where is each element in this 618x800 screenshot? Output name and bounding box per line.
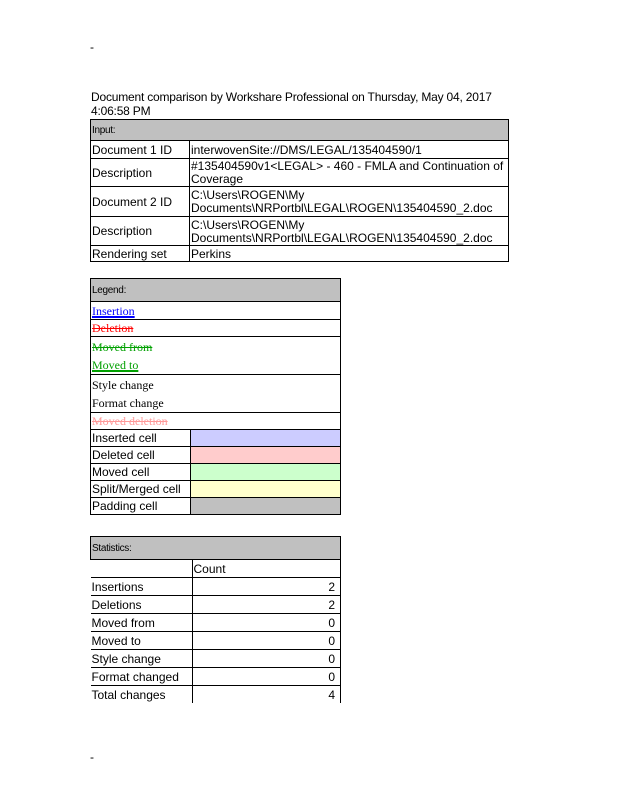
statistics-label: Insertions: [91, 578, 193, 596]
legend-cell-label: Inserted cell: [91, 430, 191, 447]
legend-insertion: Insertion: [91, 302, 341, 320]
statistics-title: Statistics:: [91, 537, 341, 560]
input-value: #135404590v1<LEGAL> - 460 - FMLA and Continuation of Coverage: [190, 159, 509, 187]
input-table: [90, 119, 509, 262]
statistics-label: Moved from: [91, 614, 193, 632]
input-key: Rendering set: [91, 246, 190, 262]
statistics-count: 0: [192, 668, 341, 686]
bottom-mark: -: [90, 750, 94, 764]
input-value: interwovenSite://DMS/LEGAL/135404590/1: [190, 141, 509, 159]
input-title: Input:: [91, 120, 509, 141]
statistics-corner: [91, 560, 193, 578]
statistics-label: Deletions: [91, 596, 193, 614]
legend-deletion: Deletion: [91, 320, 341, 337]
statistics-label: Moved to: [91, 632, 193, 650]
statistics-count-header: Count: [192, 560, 341, 578]
legend-table: [90, 278, 341, 515]
comparison-header: Document comparison by Workshare Professional on Thursday, May 04, 2017 4:06:58 PM: [91, 90, 492, 118]
statistics-label: Format changed: [91, 668, 193, 686]
statistics-count: 0: [192, 614, 341, 632]
top-mark: -: [90, 40, 94, 54]
legend-moved-to: Moved to: [92, 358, 139, 372]
statistics-count: 0: [192, 650, 341, 668]
legend-cell-swatch: [191, 447, 341, 464]
input-key: Description: [91, 217, 190, 246]
input-value: C:\Users\ROGEN\My Documents\NRPortbl\LEGAL\ROGEN\135404590_2.doc: [190, 187, 509, 217]
legend-moved-deletion: Moved deletion: [91, 413, 341, 430]
input-key: Document 1 ID: [91, 141, 190, 159]
legend-cell-label: Moved cell: [91, 464, 191, 481]
statistics-table: [90, 536, 341, 703]
legend-cell-swatch: [191, 464, 341, 481]
legend-style-change: Style change: [92, 378, 154, 392]
statistics-label: Total changes: [91, 686, 193, 704]
legend-cell-label: Split/Merged cell: [91, 481, 191, 498]
legend-moved: [91, 337, 341, 375]
input-key: Document 2 ID: [91, 187, 190, 217]
legend-style-format: [91, 375, 341, 413]
legend-title: Legend:: [91, 279, 341, 302]
legend-cell-swatch: [191, 481, 341, 498]
legend-cell-label: Padding cell: [91, 498, 191, 515]
statistics-count: 2: [192, 578, 341, 596]
statistics-label: Style change: [91, 650, 193, 668]
input-value: C:\Users\ROGEN\My Documents\NRPortbl\LEGAL\ROGEN\135404590_2.doc: [190, 217, 509, 246]
legend-moved-from: Moved from: [92, 340, 153, 354]
legend-cell-label: Deleted cell: [91, 447, 191, 464]
statistics-count: 4: [192, 686, 341, 704]
legend-cell-swatch: [191, 498, 341, 515]
input-value: Perkins: [190, 246, 509, 262]
legend-format-change: Format change: [92, 396, 164, 410]
input-key: Description: [91, 159, 190, 187]
legend-cell-swatch: [191, 430, 341, 447]
statistics-count: 0: [192, 632, 341, 650]
statistics-count: 2: [192, 596, 341, 614]
